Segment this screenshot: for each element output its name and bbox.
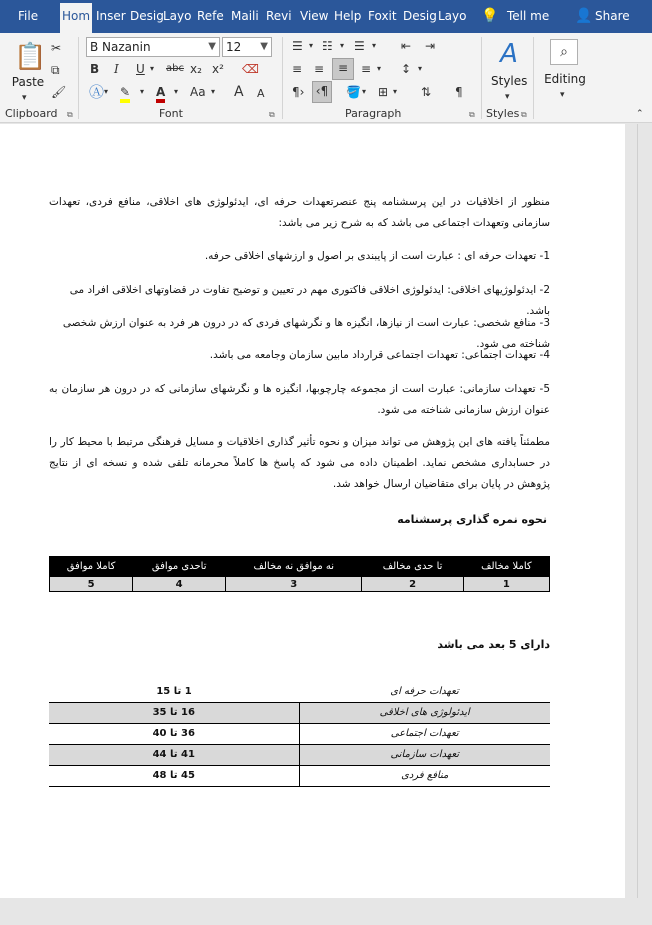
- chevron-down-icon: ▼: [260, 41, 268, 52]
- show-formatting-icon[interactable]: ¶: [455, 85, 463, 99]
- scale-value-cell: 4: [133, 577, 226, 592]
- scale-value-cell: 2: [362, 577, 463, 592]
- bold-button[interactable]: B: [90, 62, 100, 76]
- borders-icon[interactable]: ⊞: [378, 85, 389, 99]
- clipboard-group-label: Clipboard: [5, 107, 58, 120]
- tab-foxit[interactable]: Foxit: [368, 9, 397, 23]
- dimension-name: تعهدات حرفه ای: [390, 685, 459, 697]
- increase-indent-icon[interactable]: ⇥: [425, 39, 436, 53]
- chevron-down-icon[interactable]: ▾: [309, 41, 314, 50]
- grow-font-button[interactable]: A: [234, 84, 244, 100]
- scale-value-row: [50, 577, 550, 592]
- scale-value-cell: 3: [226, 577, 362, 592]
- ribbon-home: [0, 33, 652, 123]
- vertical-scrollbar[interactable]: [637, 124, 652, 898]
- tab-review[interactable]: Revi: [266, 9, 292, 23]
- tab-file[interactable]: File: [18, 9, 39, 23]
- highlight-icon[interactable]: ✎: [120, 83, 130, 103]
- paragraph-launcher-icon[interactable]: ⧉: [469, 110, 475, 119]
- chevron-down-icon[interactable]: ▾: [211, 87, 216, 96]
- format-painter-icon[interactable]: 🖌: [51, 85, 67, 99]
- scale-header-row: [50, 557, 550, 577]
- chevron-down-icon[interactable]: ▾: [393, 87, 398, 96]
- ribbon-tab-bar: [0, 0, 652, 33]
- rtl-direction-icon[interactable]: ‹¶: [312, 81, 332, 103]
- font-color-icon[interactable]: A: [156, 83, 165, 103]
- italic-button[interactable]: I: [114, 62, 119, 76]
- scale-value-cell: 5: [50, 577, 133, 592]
- align-right-icon[interactable]: ≡: [332, 58, 354, 80]
- tab-design[interactable]: Desig: [130, 9, 164, 23]
- chevron-down-icon[interactable]: ▾: [150, 64, 155, 73]
- separator: [533, 37, 534, 119]
- item-personal: 3- منافع شخصی: عبارت است از نیازها، انگیزه ها و نگرشهای فردی که در درون هر فرد به عنوان ارزش شخصی شناخته می شود.: [62, 317, 550, 350]
- intro-paragraph: منظور از اخلاقیات در این پرسشنامه پنج عنصرتعهدات حرفه ای، ایدئولوژی های اخلاقی، منافع فردی، تعهدات سازمانی وتعهدات اجتماعی می باشد که به شرح زیر می باشد:: [49, 196, 550, 229]
- dimension-range: 45 تا 48: [152, 770, 195, 781]
- item-organizational: 5- تعهدات سازمانی: عبارت است از مجموعه چارچوبها، انگیزه ها و نگرشهای سازمانی که در درون هر سازمان به عنوان ارزش سازمانی شناخته می شود.: [49, 383, 550, 416]
- separator: [78, 37, 79, 119]
- subscript-button[interactable]: x₂: [190, 62, 202, 76]
- font-launcher-icon[interactable]: ⧉: [269, 110, 275, 119]
- tab-view[interactable]: View: [300, 9, 329, 23]
- dimension-name: ایدئولوژی های اخلاقی: [299, 702, 550, 723]
- paste-button[interactable]: Paste: [11, 75, 45, 89]
- justify-icon[interactable]: ≡: [361, 62, 372, 76]
- table-row: [49, 723, 550, 744]
- underline-button[interactable]: U: [136, 62, 145, 76]
- shrink-font-button[interactable]: A: [257, 87, 265, 100]
- align-center-icon[interactable]: ≡: [314, 62, 325, 76]
- scale-header-cell: نه موافق نه مخالف: [226, 557, 362, 577]
- styles-chevron-down-icon[interactable]: ▾: [505, 92, 510, 102]
- tab-table-layout[interactable]: Layo: [438, 9, 467, 23]
- table-row: [49, 765, 550, 786]
- paste-chevron-down-icon[interactable]: ▾: [22, 93, 27, 103]
- styles-launcher-icon[interactable]: ⧉: [521, 110, 527, 119]
- share-button[interactable]: Share: [595, 9, 630, 23]
- tab-home[interactable]: Hom: [60, 3, 92, 33]
- chevron-down-icon[interactable]: ▾: [340, 41, 345, 50]
- dimension-name: تعهدات اجتماعی: [299, 723, 550, 744]
- bullets-icon[interactable]: ☰: [292, 39, 303, 53]
- conclusion-paragraph: مطمئناً یافته های این پژوهش می تواند میزان و نحوه تأثیر گذاری اخلاقیات و مسایل فرهنگی مرتبط با محیط کار را در حسابداری مشخص نماید. اطمینان داده می شود که پاسخ ها کاملاً محرمانه تلقی شده و نسخه ای از نتایج پژوهش در پایان برای متقاضیان ارسال خواهد شد.: [49, 436, 550, 490]
- scoring-heading: نحوه نمره گذاری پرسشنامه: [397, 513, 547, 526]
- person-icon: 👤: [575, 8, 593, 24]
- font-size-combo[interactable]: [222, 37, 272, 57]
- sort-icon[interactable]: ⇅: [421, 85, 432, 99]
- paste-clipboard-icon[interactable]: 📋: [14, 42, 47, 72]
- tab-references[interactable]: Refe: [197, 9, 224, 23]
- item-professional: 1- تعهدات حرفه ای : عبارت است از پایبندی بر اصول و ارزشهای اخلاقی حرفه.: [204, 250, 550, 262]
- editing-button[interactable]: Editing: [544, 72, 586, 86]
- dimension-range: 16 تا 35: [49, 702, 299, 723]
- table-row: [49, 744, 550, 765]
- likert-scale-table: [49, 556, 550, 592]
- scale-header-cell: تاحدی موافق: [133, 557, 226, 577]
- item-social: 4- تعهدات اجتماعی: تعهدات اجتماعی قرارداد مابین سازمان وجامعه می باشد.: [209, 349, 550, 361]
- dimensions-heading: دارای 5 بعد می باشد: [437, 638, 550, 651]
- scale-header-cell: تا حدی مخالف: [362, 557, 463, 577]
- tab-help[interactable]: Help: [334, 9, 362, 23]
- chevron-down-icon[interactable]: ▾: [377, 64, 382, 73]
- separator: [481, 37, 482, 119]
- styles-gallery-icon[interactable]: A: [500, 39, 518, 69]
- shading-icon[interactable]: 🪣: [346, 85, 361, 99]
- cut-icon[interactable]: ✂: [51, 41, 62, 55]
- collapse-ribbon-icon[interactable]: ⌃: [636, 109, 644, 119]
- chevron-down-icon[interactable]: ▾: [174, 87, 179, 96]
- tab-layout[interactable]: Layo: [163, 9, 192, 23]
- tell-me-box[interactable]: Tell me: [507, 9, 550, 23]
- numbering-icon[interactable]: ☷: [322, 39, 333, 53]
- clipboard-launcher-icon[interactable]: ⧉: [67, 110, 73, 119]
- text-effects-icon[interactable]: Ⓐ: [89, 83, 105, 101]
- scale-header-cell: کاملا موافق: [50, 557, 133, 577]
- change-case-button[interactable]: Aa: [190, 85, 206, 99]
- tab-table-design[interactable]: Desig: [403, 9, 437, 23]
- tab-insert[interactable]: Inser: [96, 9, 126, 23]
- align-left-icon[interactable]: ≡: [292, 62, 303, 76]
- font-name-combo[interactable]: [86, 37, 220, 57]
- font-group-label: Font: [159, 107, 183, 120]
- styles-button[interactable]: Styles: [491, 74, 528, 88]
- dimension-name: تعهدات سازمانی: [299, 744, 550, 765]
- styles-group-label: Styles: [486, 107, 520, 120]
- dimension-name: منافع فردی: [299, 765, 550, 786]
- table-row: [49, 681, 550, 702]
- lightbulb-icon: 💡: [481, 8, 499, 24]
- chevron-down-icon: ▼: [208, 41, 216, 52]
- chevron-down-icon[interactable]: ▾: [362, 87, 367, 96]
- copy-icon[interactable]: ⧉: [51, 63, 60, 77]
- scale-value-cell: 1: [463, 577, 549, 592]
- superscript-button[interactable]: x²: [212, 62, 224, 76]
- table-row: [49, 702, 550, 723]
- chevron-down-icon[interactable]: ▾: [418, 64, 423, 73]
- font-size-value: 12: [226, 40, 242, 54]
- dimension-range: 36 تا 40: [152, 728, 195, 739]
- scale-header-cell: کاملا مخالف: [463, 557, 549, 577]
- chevron-down-icon[interactable]: ▾: [104, 87, 109, 96]
- editing-chevron-down-icon[interactable]: ▾: [560, 90, 565, 100]
- clear-formatting-icon[interactable]: ⌫: [242, 62, 259, 76]
- separator: [282, 37, 283, 119]
- tab-mailings[interactable]: Maili: [231, 9, 259, 23]
- decrease-indent-icon[interactable]: ⇤: [401, 39, 412, 53]
- chevron-down-icon[interactable]: ▾: [140, 87, 145, 96]
- search-icon[interactable]: ⌕: [550, 39, 578, 65]
- item-ideology: 2- ایدئولوژیهای اخلاقی: ایدئولوژی اخلاقی فاکتوری مهم در تعیین و توضیح تفاوت در قضاوتهای اخلاقی افراد می باشد.: [69, 284, 550, 317]
- chevron-down-icon[interactable]: ▾: [372, 41, 377, 50]
- font-name-value: B Nazanin: [90, 40, 151, 54]
- multilevel-list-icon[interactable]: ☰: [354, 39, 365, 53]
- dimensions-table: [49, 681, 550, 787]
- line-spacing-icon[interactable]: ↕: [401, 62, 412, 76]
- dimension-range: 1 تا 15: [156, 685, 192, 697]
- dimension-range: 41 تا 44: [49, 744, 299, 765]
- paragraph-group-label: Paragraph: [345, 107, 402, 120]
- strikethrough-button[interactable]: abc: [166, 63, 184, 74]
- ltr-direction-icon[interactable]: ¶›: [292, 85, 305, 99]
